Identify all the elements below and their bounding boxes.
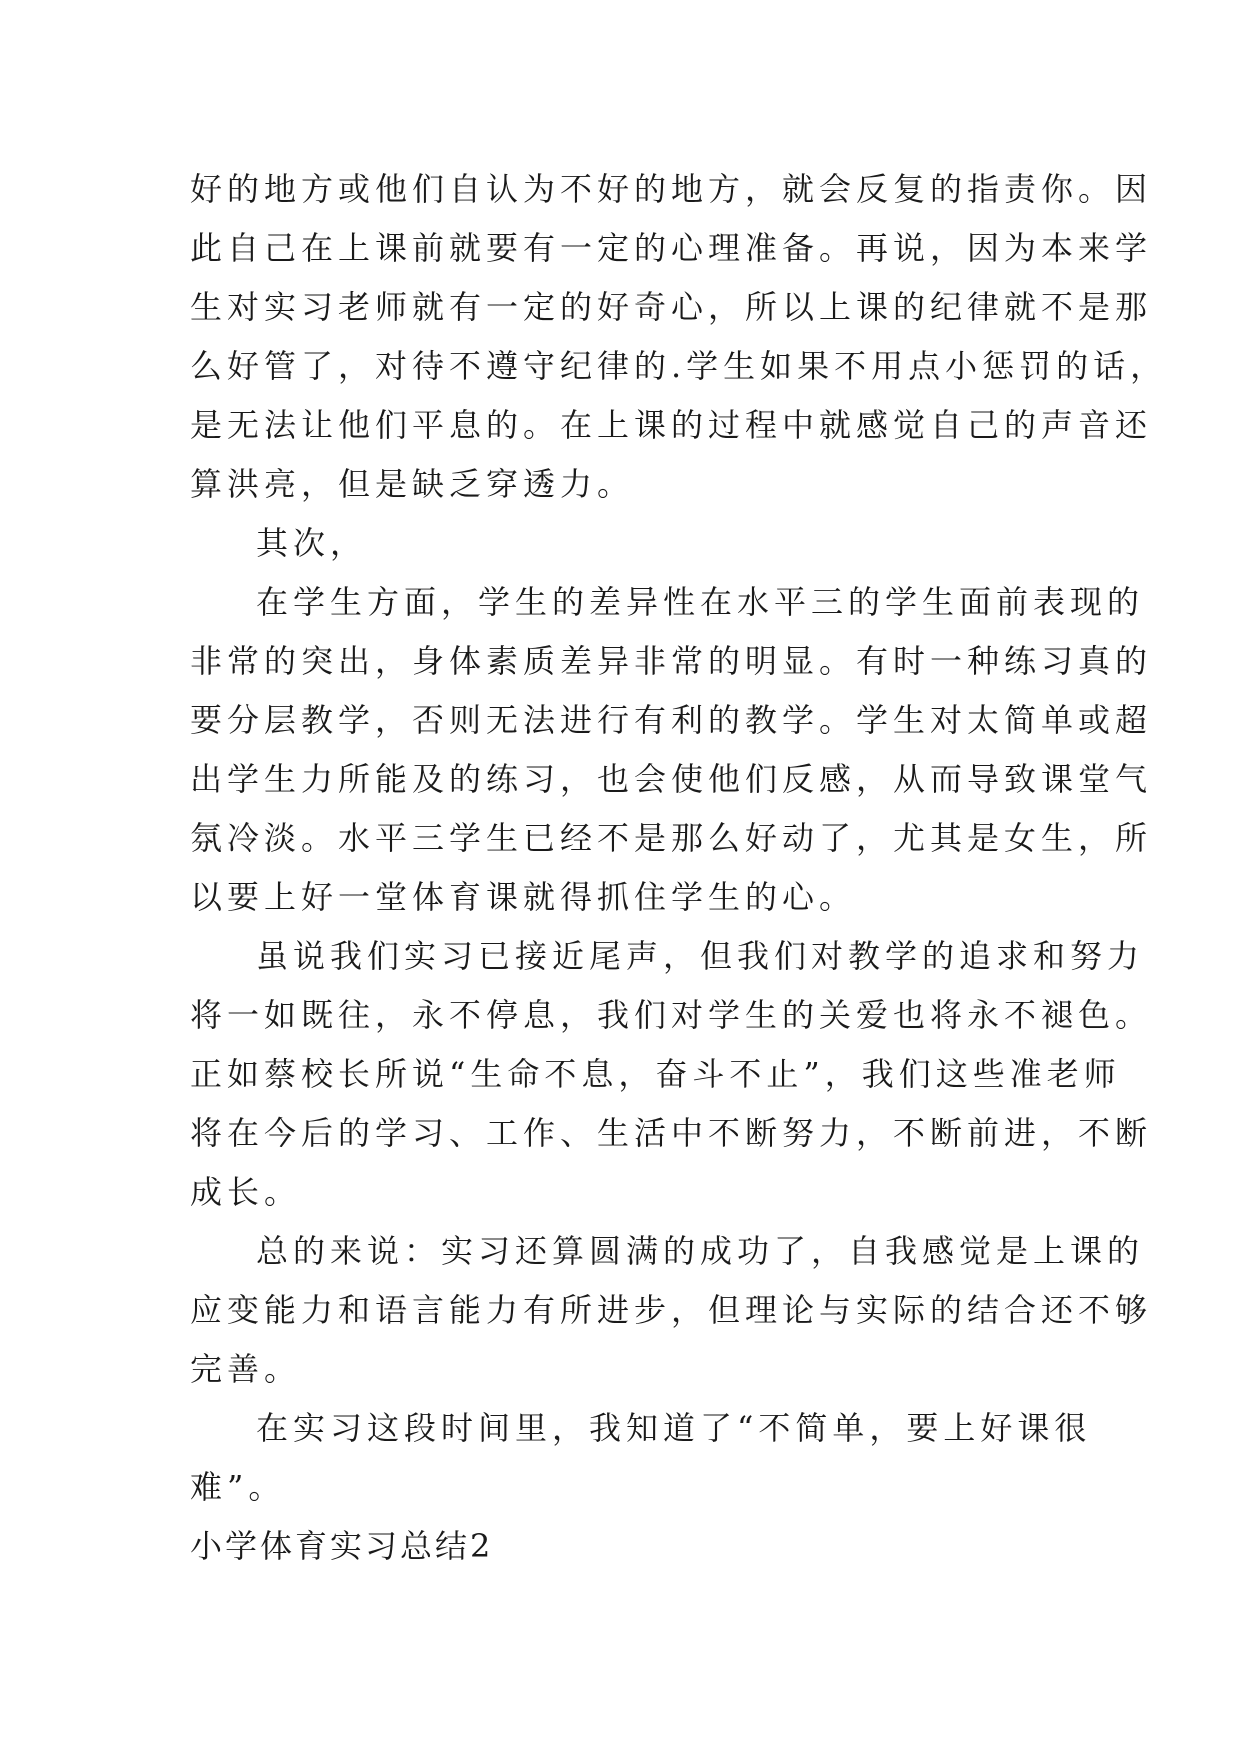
paragraph-line: 此自己在上课前就要有一定的心理准备。再说，因为本来学: [190, 229, 1153, 267]
paragraph-2: [190, 514, 1050, 573]
paragraph-line: 出学生力所能及的练习，也会使他们反感，从而导致课堂气: [190, 760, 1153, 798]
document-body: [190, 160, 1168, 1576]
paragraph-line: 是无法让他们平息的。在上课的过程中就感觉自己的声音还: [190, 406, 1153, 444]
paragraph-4: [190, 927, 1153, 1222]
paragraph-3: [190, 573, 1153, 927]
paragraph-line: 正如蔡校长所说“生命不息，奋斗不止”，我们这些准老师: [190, 1055, 1121, 1093]
paragraph-6: [190, 1399, 1092, 1517]
paragraph-line: 非常的突出，身体素质差异非常的明显。有时一种练习真的: [190, 642, 1153, 680]
paragraph-line: 虽说我们实习已接近尾声，但我们对教学的追求和努力: [256, 937, 1145, 975]
paragraph-line: 在学生方面，学生的差异性在水平三的学生面前表现的: [256, 583, 1145, 621]
paragraph-line: 其次，: [256, 524, 368, 562]
paragraph-line: 好的地方或他们自认为不好的地方，就会反复的指责你。因: [190, 170, 1153, 208]
paragraph-line: 成长。: [190, 1173, 302, 1211]
section-heading: 小学体育实习总结2: [190, 1527, 494, 1565]
paragraph-line: 总的来说：实习还算圆满的成功了，自我感觉是上课的: [256, 1232, 1145, 1270]
paragraph-line: 完善。: [190, 1350, 302, 1388]
paragraph-5: [190, 1222, 1153, 1399]
paragraph-line: 难”。: [190, 1468, 286, 1506]
paragraph-line: 以要上好一堂体育课就得抓住学生的心。: [190, 878, 857, 916]
paragraph-line: 生对实习老师就有一定的好奇心，所以上课的纪律就不是那: [190, 288, 1153, 326]
paragraph-line: 要分层教学，否则无法进行有利的教学。学生对太简单或超: [190, 701, 1153, 739]
paragraph-line: 么好管了，对待不遵守纪律的.学生如果不用点小惩罚的话，: [190, 347, 1168, 385]
paragraph-line: 氛冷淡。水平三学生已经不是那么好动了，尤其是女生，所: [190, 819, 1153, 857]
paragraph-line: 应变能力和语言能力有所进步，但理论与实际的结合还不够: [190, 1291, 1153, 1329]
paragraph-line: 在实习这段时间里，我知道了“不简单，要上好课很: [256, 1409, 1092, 1447]
paragraph-line: 将一如既往，永不停息，我们对学生的关爱也将永不褪色。: [190, 996, 1153, 1034]
paragraph-1: [190, 160, 1168, 514]
paragraph-line: 算洪亮，但是缺乏穿透力。: [190, 465, 635, 503]
paragraph-line: 将在今后的学习、工作、生活中不断努力，不断前进，不断: [190, 1114, 1153, 1152]
